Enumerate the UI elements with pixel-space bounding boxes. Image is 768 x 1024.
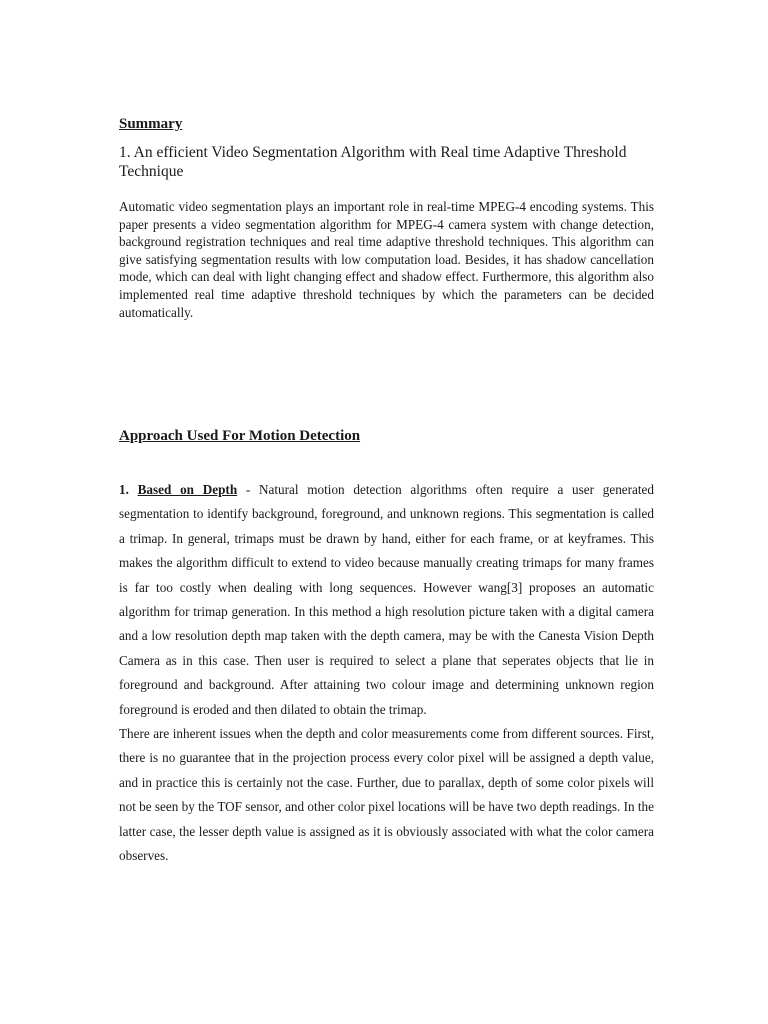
- depth-paragraph: [119, 478, 654, 722]
- paper-title: 1. An efficient Video Segmentation Algorithm with Real time Adaptive Threshold Technique: [119, 144, 627, 180]
- section-body: [119, 478, 654, 869]
- abstract-paragraph: Automatic video segmentation plays an important role in real-time MPEG-4 encoding systems. This paper presents a video segmentation algorithm for MPEG-4 camera system with change detection, background registration techniques and real time adaptive threshold techniques. This algorithm can give satisfying segmentation results with low computation load. Besides, it has shadow cancellation mode, which can deal with light changing effect and shadow effect. Furthermore, this algorithm also implemented real time adaptive threshold techniques by which the parameters can be decided automatically.: [119, 199, 654, 320]
- item-number: 1.: [119, 482, 129, 497]
- item-description: - Natural motion detection algorithms often require a user generated segmentation to identify background, foreground, and unknown regions. This segmentation is called a trimap. In general, trimaps must be drawn by hand, either for each frame, or at keyframes. This makes the algorithm difficult to extend to video because manually creating trimaps for many frames is far too costly when dealing with long sequences. However wang[3] proposes an automatic algorithm for trimap generation. In this method a high resolution picture taken with a digital camera and a low resolution depth map taken with the depth camera, may be with the Canesta Vision Depth Camera as in this case. Then user is required to select a plane that seperates objects that lie in foreground and background. After attaining two colour image and determining unknown region foreground is eroded and then dilated to obtain the trimap.: [119, 482, 654, 717]
- item-term: Based on Depth: [137, 482, 238, 497]
- summary-heading: Summary: [119, 116, 183, 132]
- section-heading: Approach Used For Motion Detection: [119, 428, 361, 444]
- issues-paragraph: There are inherent issues when the depth and color measurements come from different sources. First, there is no guarantee that in the projection process every color pixel will be assigned a depth value, and in practice this is certainly not the case. Further, due to parallax, depth of some color pixels will not be seen by the TOF sensor, and other color pixel locations will be have two depth readings. In the latter case, the lesser depth value is assigned as it is obviously associated with what the color camera observes.: [119, 726, 654, 864]
